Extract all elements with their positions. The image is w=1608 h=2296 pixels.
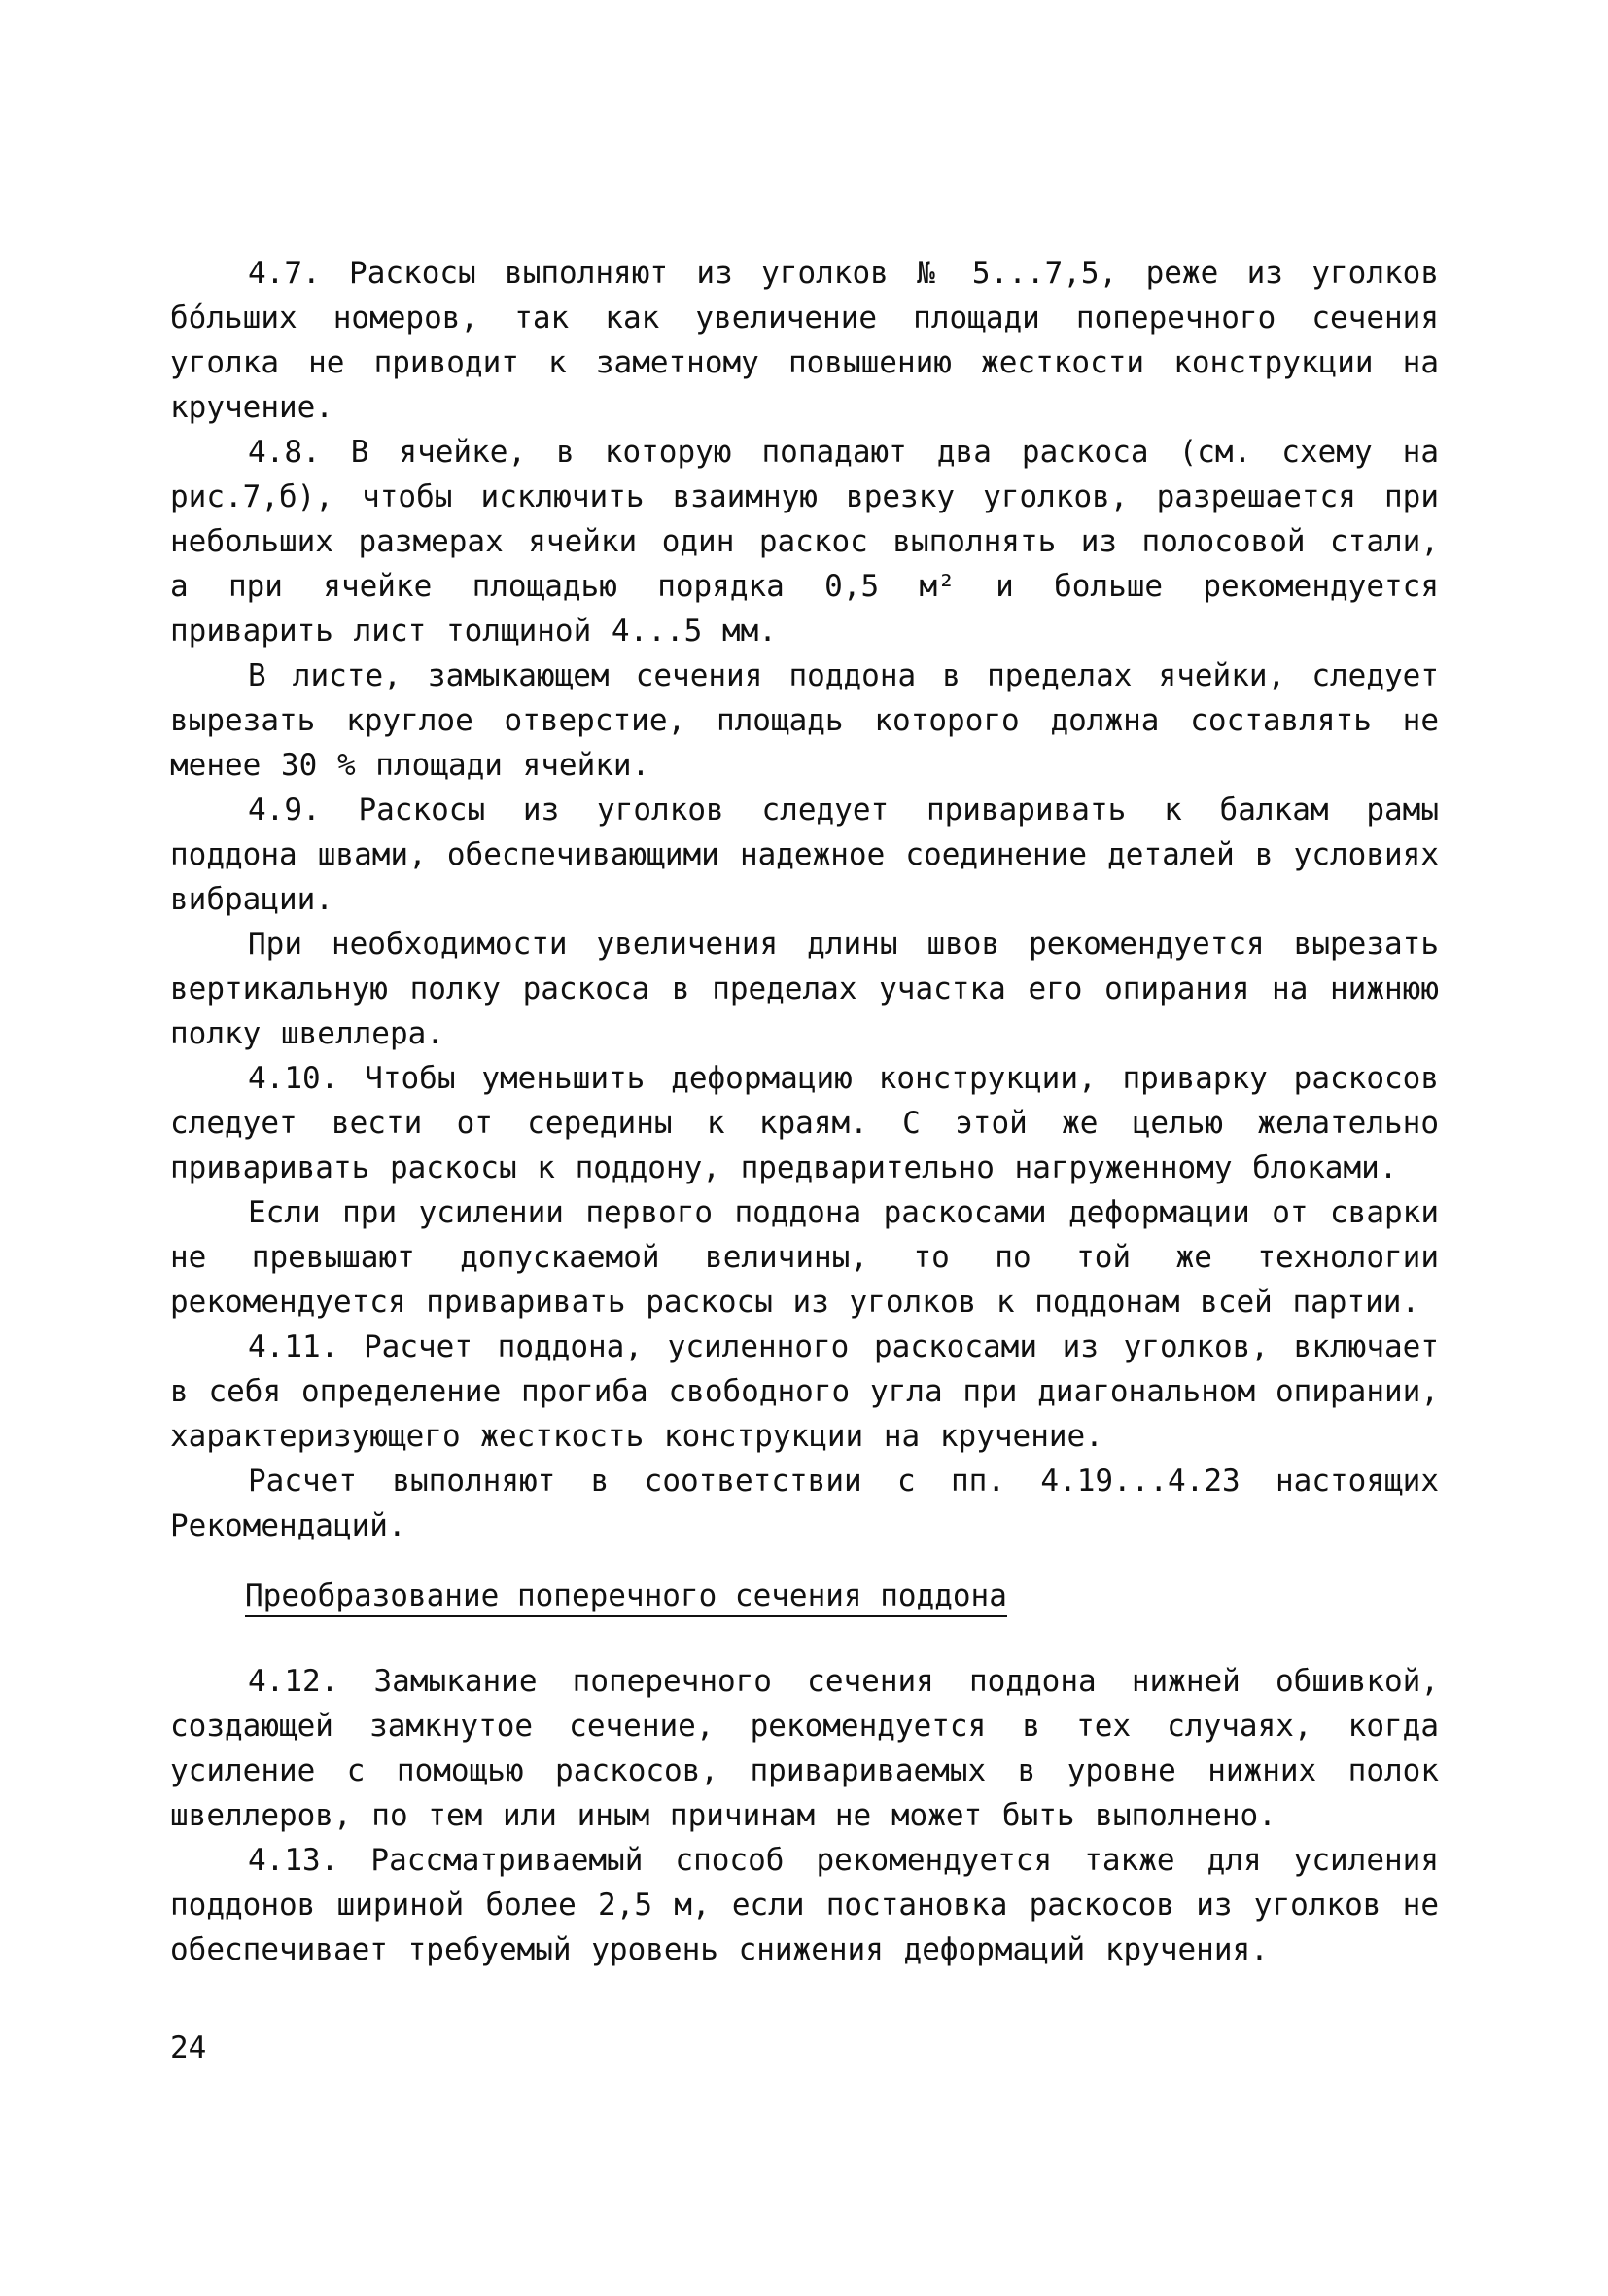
paragraph-4-13: 4.13. Рассматриваемый способ рекомендуется также для усиления поддонов шириной более 2,5 м, если постановка раскосов из уголков не обеспечивает требуемый уровень снижения деформаций кручения. <box>170 1843 1439 1967</box>
paragraph-calculation: Расчет выполняют в соответствии с пп. 4.19...4.23 настоящих Рекомендаций. <box>170 1464 1439 1543</box>
paragraph-4-8: 4.8. В ячейке, в которую попадают два раскоса (см. схему на рис.7,б), чтобы исключить взаимную врезку уголков, разрешается при небольших размерах ячейки один раскос выполнять из полосовой стали, а при ячейке площадью порядка 0,5 м² и больше рекомендуется приварить лист толщиной 4...5 мм. <box>170 435 1439 649</box>
paragraph-weld-length: При необходимости увеличения длины швов рекомендуется вырезать вертикальную полку раскоса в пределах участка его опирания на нижнюю полку швеллера. <box>170 927 1439 1051</box>
paragraph-sheet-opening: В листе, замыкающем сечения поддона в пределах ячейки, следует вырезать круглое отверстие, площадь которого должна составлять не менее 30 % площади ячейки. <box>170 658 1439 783</box>
page-number: 24 <box>170 2031 207 2066</box>
paragraph-4-12: 4.12. Замыкание поперечного сечения поддона нижней обшивкой, создающей замкнутое сечение, рекомендуется в тех случаях, когда усиление с помощью раскосов, привариваемых в уровне нижних полок швеллеров, по тем или иным причинам не может быть выполнено. <box>170 1664 1439 1833</box>
paragraph-4-11: 4.11. Расчет поддона, усиленного раскосами из уголков, включает в себя определение прогиба свободного угла при диагональном опирании, характеризующего жесткость конструкции на кручение. <box>170 1329 1439 1454</box>
paragraph-4-10: 4.10. Чтобы уменьшить деформацию конструкции, приварку раскосов следует вести от середины к краям. С этой же целью желательно приваривать раскосы к поддону, предварительно нагруженному блоками. <box>170 1061 1439 1185</box>
section-heading: Преобразование поперечного сечения поддона <box>245 1573 1007 1618</box>
paragraph-4-9: 4.9. Раскосы из уголков следует приваривать к балкам рамы поддона швами, обеспечивающими надежное соединение деталей в условиях вибрации. <box>170 793 1439 917</box>
paragraph-4-7: 4.7. Раскосы выполняют из уголков № 5...7,5, реже из уголков бо́льших номеров, так как увеличение площади поперечного сечения уголка не приводит к заметному повышению жесткости конструкции на кручение. <box>170 256 1439 425</box>
paragraph-first-pallet: Если при усилении первого поддона раскосами деформации от сварки не превышают допускаемой величины, то по той же технологии рекомендуется приваривать раскосы из уголков к поддонам всей партии. <box>170 1195 1439 1320</box>
